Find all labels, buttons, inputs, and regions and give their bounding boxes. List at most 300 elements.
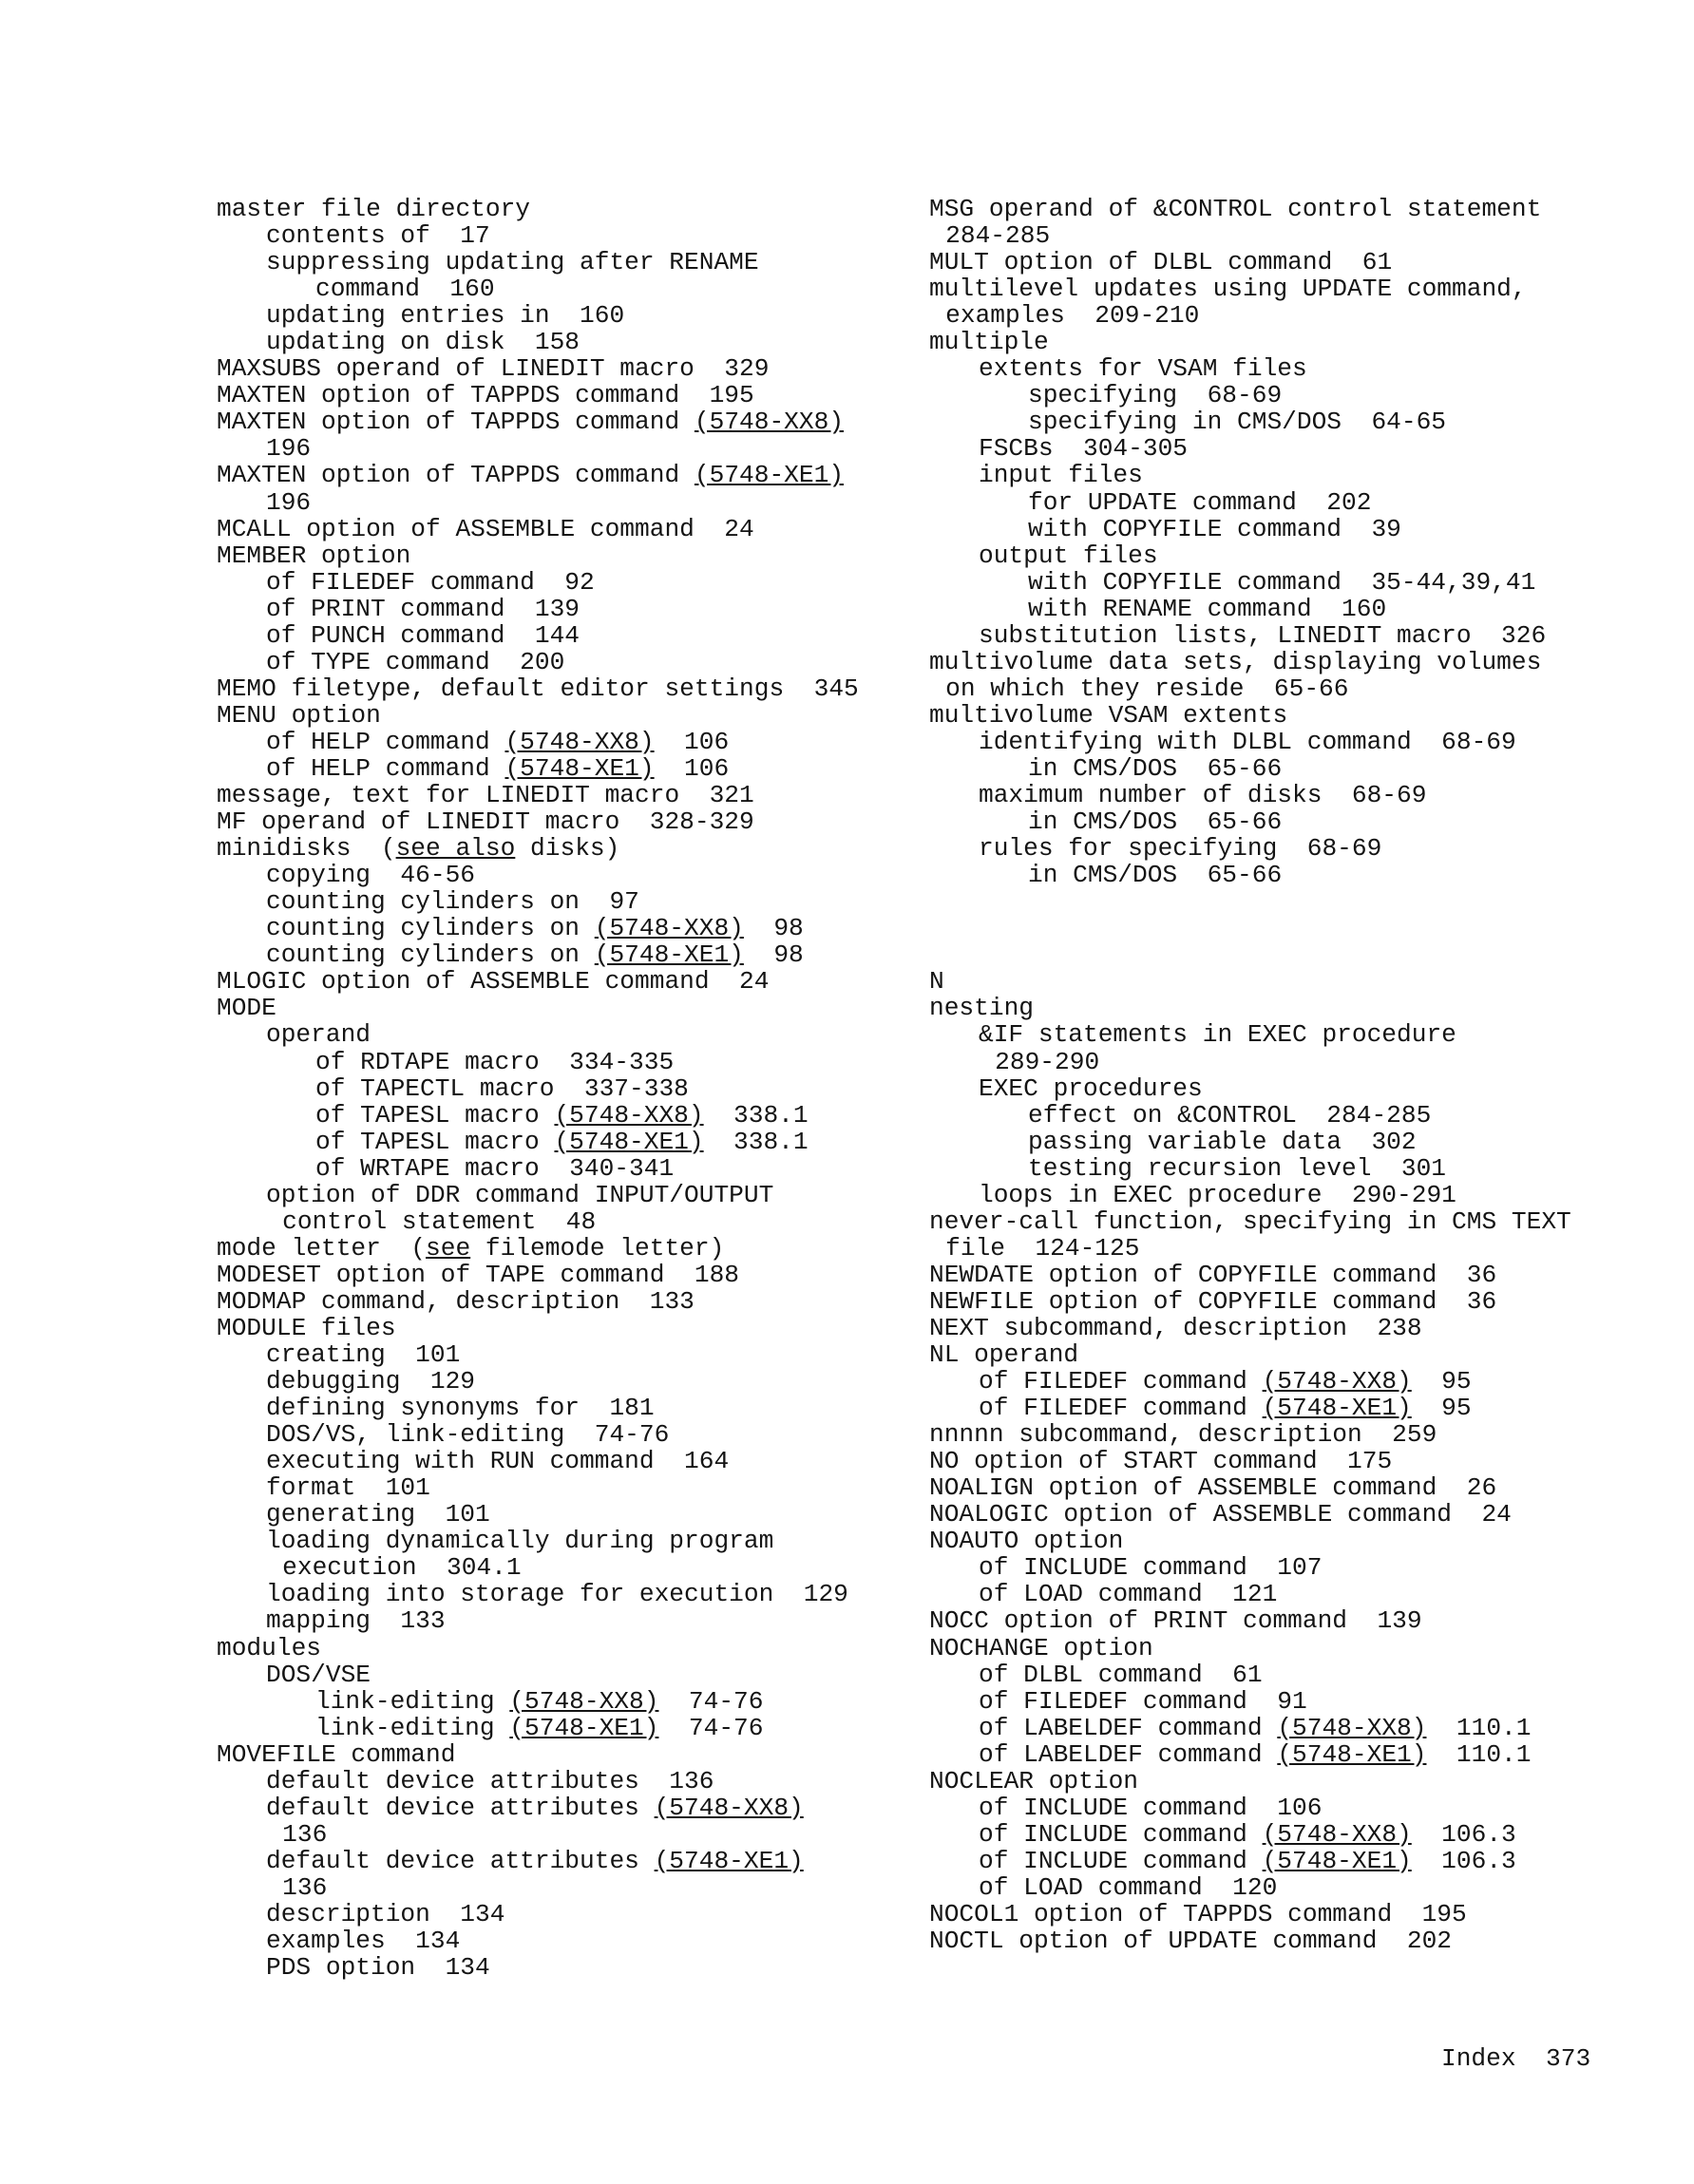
- entry-suffix: 95: [1411, 1394, 1472, 1423]
- index-entry: [929, 1288, 1613, 1315]
- entry-text: file 124-125: [945, 1233, 1140, 1263]
- index-entry: [929, 1421, 1613, 1448]
- index-entry: [929, 435, 1613, 462]
- entry-text: executing with RUN command 164: [266, 1447, 730, 1476]
- footer-label: Index: [1441, 2044, 1516, 2073]
- entry-text: contents of 17: [266, 221, 490, 251]
- entry-text: NOCOL1 option of TAPPDS command 195: [929, 1900, 1467, 1928]
- entry-text: counting cylinders on: [266, 914, 595, 943]
- index-entry: [217, 675, 901, 702]
- index-entry: [929, 1102, 1613, 1129]
- entry-text: of TAPESL macro: [315, 1100, 555, 1130]
- entry-text: NL operand: [929, 1340, 1079, 1370]
- index-entry: [929, 382, 1613, 408]
- entry-text: testing recursion level 301: [1028, 1153, 1447, 1183]
- index-entry: [217, 1235, 901, 1262]
- index-entry: [929, 355, 1613, 382]
- index-entry: [929, 462, 1613, 488]
- index-entry: [929, 1182, 1613, 1208]
- entry-text: NEWDATE option of COPYFILE command 36: [929, 1260, 1497, 1289]
- index-entry: [929, 862, 1613, 888]
- entry-underlined-ref: (5748-XX8): [509, 1686, 659, 1716]
- entry-text: with RENAME command 160: [1028, 594, 1387, 623]
- entry-text: maximum number of disks 68-69: [979, 781, 1427, 810]
- index-entry: [217, 275, 901, 302]
- entry-underlined-ref: see also: [395, 834, 516, 864]
- index-entry: [929, 1901, 1613, 1928]
- index-entry: [929, 1129, 1613, 1155]
- index-entry: [217, 729, 901, 755]
- index-entry: [929, 222, 1613, 249]
- index-entry: [929, 1554, 1613, 1581]
- entry-text: default device attributes 136: [266, 1766, 714, 1795]
- index-entry: [929, 1395, 1613, 1421]
- index-entry: [217, 888, 901, 915]
- index-entry: [217, 1262, 901, 1288]
- index-entry: [217, 1715, 901, 1741]
- entry-text: of INCLUDE command 106: [979, 1793, 1323, 1822]
- entry-underlined-ref: (5748-XX8): [504, 727, 655, 756]
- index-entry: [217, 835, 901, 862]
- entry-text: link-editing: [315, 1713, 510, 1742]
- index-entry: [217, 995, 901, 1021]
- index-entry: [217, 1688, 901, 1715]
- entry-text: MODESET option of TAPE command 188: [217, 1260, 740, 1289]
- entry-underlined-ref: (5748-XX8): [1262, 1367, 1412, 1396]
- index-entry: [929, 1768, 1613, 1795]
- entry-text: suppressing updating after RENAME: [266, 248, 759, 277]
- entry-text: of PUNCH command 144: [266, 620, 581, 650]
- entry-text: MODMAP command, description 133: [217, 1286, 695, 1316]
- entry-suffix: 110.1: [1426, 1739, 1532, 1769]
- index-entry: [217, 196, 901, 222]
- entry-text: of TAPECTL macro 337-338: [315, 1073, 689, 1103]
- index-entry: [929, 1235, 1613, 1262]
- index-entry: [929, 302, 1613, 329]
- entry-text: format 101: [266, 1473, 430, 1503]
- index-entry: [217, 596, 901, 622]
- index-entry: [217, 1848, 901, 1874]
- index-entry: [217, 1928, 901, 1954]
- entry-underlined-ref: (5748-XE1): [554, 1127, 704, 1156]
- entry-text: MEMBER option: [217, 541, 411, 570]
- entry-text: loops in EXEC procedure 290-291: [979, 1180, 1456, 1209]
- index-entry: [217, 302, 901, 329]
- index-entry: [929, 196, 1613, 222]
- entry-text: updating entries in 160: [266, 301, 625, 331]
- entry-text: default device attributes: [266, 1793, 655, 1822]
- entry-text: for UPDATE command 202: [1028, 487, 1372, 517]
- entry-underlined-ref: (5748-XE1): [504, 753, 655, 783]
- entry-text: generating 101: [266, 1500, 490, 1529]
- index-entry: [217, 1581, 901, 1607]
- entry-text: NOCC option of PRINT command 139: [929, 1606, 1422, 1636]
- entry-text: EXEC procedures: [979, 1073, 1203, 1103]
- entry-text: NOCHANGE option: [929, 1633, 1153, 1662]
- index-entry: [217, 1901, 901, 1928]
- entry-text: of TYPE command 200: [266, 647, 565, 676]
- entry-text: 136: [282, 1819, 328, 1849]
- entry-suffix: 106.3: [1411, 1846, 1516, 1875]
- index-entry: [217, 1662, 901, 1688]
- index-entry: [929, 1607, 1613, 1634]
- index-entry: [217, 808, 901, 835]
- entry-text: MF operand of LINEDIT macro 328-329: [217, 807, 754, 837]
- entry-text: PDS option 134: [266, 1953, 490, 1983]
- index-entry: [929, 275, 1613, 302]
- entry-text: of FILEDEF command 91: [979, 1686, 1307, 1716]
- index-entry: [217, 222, 901, 249]
- index-entry: [217, 755, 901, 782]
- entry-text: option of DDR command INPUT/OUTPUT: [266, 1180, 774, 1209]
- index-entry: [217, 1954, 901, 1981]
- entry-text: passing variable data 302: [1028, 1127, 1417, 1156]
- index-entry: [217, 382, 901, 408]
- index-entry: [217, 1474, 901, 1501]
- index-entry: [217, 702, 901, 729]
- entry-text: output files: [979, 541, 1158, 570]
- entry-suffix: 110.1: [1426, 1713, 1532, 1742]
- entry-text: 196: [266, 487, 312, 517]
- entry-text: MODULE files: [217, 1313, 396, 1342]
- entry-suffix: 74-76: [658, 1686, 764, 1716]
- index-entry: [929, 1208, 1613, 1235]
- index-entry: [217, 941, 901, 968]
- entry-text: counting cylinders on 97: [266, 887, 639, 917]
- entry-text: loading into storage for execution 129: [266, 1580, 848, 1609]
- entry-underlined-ref: (5748-XE1): [1262, 1394, 1412, 1423]
- entry-text: minidisks (: [217, 834, 396, 864]
- entry-underlined-ref: (5748-XX8): [554, 1100, 704, 1130]
- index-entry: [217, 1528, 901, 1554]
- entry-text: specifying in CMS/DOS 64-65: [1028, 408, 1447, 437]
- index-entry: [217, 1768, 901, 1795]
- index-entry: [929, 1821, 1613, 1848]
- index-entry: [929, 1368, 1613, 1395]
- index-entry: [929, 1049, 1613, 1075]
- index-entry: [929, 1315, 1613, 1341]
- entry-text: NOCLEAR option: [929, 1766, 1139, 1795]
- index-entry: [929, 835, 1613, 862]
- index-entry: [217, 1208, 901, 1235]
- index-entry: [217, 489, 901, 516]
- entry-text: updating on disk 158: [266, 328, 581, 357]
- entry-text: DOS/VSE: [266, 1660, 371, 1689]
- entry-underlined-ref: (5748-XE1): [1262, 1846, 1412, 1875]
- entry-text: of LOAD command 120: [979, 1872, 1278, 1902]
- entry-text: MAXTEN option of TAPPDS command: [217, 408, 695, 437]
- entry-text: never-call function, specifying in CMS TEXT: [929, 1206, 1571, 1236]
- entry-text: 289-290: [995, 1047, 1100, 1076]
- index-entry: [929, 1075, 1613, 1102]
- index-entry: [929, 729, 1613, 755]
- entry-text: of INCLUDE command: [979, 1846, 1263, 1875]
- entry-text: operand: [266, 1020, 371, 1050]
- entry-underlined-ref: (5748-XE1): [694, 461, 845, 490]
- index-entry: [929, 1341, 1613, 1368]
- entry-text: master file directory: [217, 195, 531, 223]
- entry-text: multilevel updates using UPDATE command,: [929, 275, 1527, 304]
- entry-suffix: filemode letter): [470, 1233, 725, 1263]
- index-entry: [217, 649, 901, 675]
- entry-suffix: 338.1: [703, 1127, 809, 1156]
- index-entry: [929, 596, 1613, 622]
- index-entry: [217, 1049, 901, 1075]
- index-entry: [217, 569, 901, 596]
- index-entry: [929, 1581, 1613, 1607]
- index-entry: [217, 1821, 901, 1848]
- index-entry: [929, 329, 1613, 355]
- index-entry: [929, 1155, 1613, 1182]
- entry-text: of INCLUDE command 107: [979, 1553, 1323, 1583]
- index-entry: [929, 489, 1613, 516]
- entry-text: 284-285: [945, 221, 1051, 251]
- entry-text: description 134: [266, 1900, 505, 1928]
- index-entry: [929, 1795, 1613, 1821]
- index-entry: [929, 1448, 1613, 1474]
- entry-text: of LABELDEF command: [979, 1713, 1278, 1742]
- index-entry: [929, 995, 1613, 1021]
- entry-suffix: 338.1: [703, 1100, 809, 1130]
- entry-text: NOALIGN option of ASSEMBLE command 26: [929, 1473, 1497, 1503]
- index-entry: [929, 1021, 1613, 1048]
- entry-text: modules: [217, 1633, 322, 1662]
- index-column-left: [217, 196, 901, 1981]
- entry-text: MENU option: [217, 700, 381, 730]
- index-entry: [217, 968, 901, 995]
- entry-underlined-ref: (5748-XX8): [1262, 1819, 1412, 1849]
- index-entry: [929, 569, 1613, 596]
- entry-suffix: 95: [1411, 1367, 1472, 1396]
- index-entry: [217, 435, 901, 462]
- index-entry: [929, 782, 1613, 808]
- entry-text: NOCTL option of UPDATE command 202: [929, 1927, 1453, 1956]
- entry-text: multivolume VSAM extents: [929, 700, 1288, 730]
- index-entry: [929, 622, 1613, 649]
- entry-underlined-ref: (5748-XE1): [594, 940, 744, 970]
- entry-text: mapping 133: [266, 1606, 446, 1636]
- entry-text: in CMS/DOS 65-66: [1028, 861, 1283, 890]
- entry-text: NOAUTO option: [929, 1527, 1124, 1556]
- entry-suffix: 106.3: [1411, 1819, 1516, 1849]
- index-entry: [217, 915, 901, 941]
- entry-text: nnnnn subcommand, description 259: [929, 1420, 1437, 1450]
- index-entry: [217, 782, 901, 808]
- entry-text: of LABELDEF command: [979, 1739, 1278, 1769]
- entry-text: of FILEDEF command 92: [266, 567, 595, 597]
- entry-underlined-ref: (5748-XX8): [694, 408, 845, 437]
- entry-text: with COPYFILE command 35-44,39,41: [1028, 567, 1536, 597]
- entry-underlined-ref: (5748-XX8): [594, 914, 744, 943]
- page-footer: [1441, 2044, 1590, 2073]
- entry-text: mode letter (: [217, 1233, 427, 1263]
- entry-text: of TAPESL macro: [315, 1127, 555, 1156]
- entry-text: input files: [979, 461, 1143, 490]
- entry-text: rules for specifying 68-69: [979, 834, 1382, 864]
- entry-text: multiple: [929, 328, 1049, 357]
- index-entry: [217, 1607, 901, 1634]
- index-entry: [217, 1448, 901, 1474]
- entry-text: MULT option of DLBL command 61: [929, 248, 1393, 277]
- entry-suffix: 74-76: [658, 1713, 764, 1742]
- index-entry: [217, 1368, 901, 1395]
- entry-text: counting cylinders on: [266, 940, 595, 970]
- index-entry: [217, 1315, 901, 1341]
- index-entry: [217, 1421, 901, 1448]
- index-column-right: [929, 196, 1613, 1954]
- entry-text: with COPYFILE command 39: [1028, 514, 1401, 543]
- index-entry: [217, 329, 901, 355]
- index-entry: [929, 1928, 1613, 1954]
- index-entry: [929, 1741, 1613, 1768]
- entry-text: of HELP command: [266, 753, 505, 783]
- entry-text: debugging 129: [266, 1367, 476, 1396]
- index-entry: [217, 1554, 901, 1581]
- entry-suffix: disks): [515, 834, 620, 864]
- entry-suffix: 106: [654, 753, 730, 783]
- entry-text: FSCBs 304-305: [979, 434, 1189, 464]
- index-entry: [929, 808, 1613, 835]
- entry-text: 196: [266, 434, 312, 464]
- entry-suffix: 98: [743, 914, 804, 943]
- entry-text: loading dynamically during program: [266, 1527, 774, 1556]
- entry-text: on which they reside 65-66: [945, 674, 1349, 703]
- index-entry: [929, 516, 1613, 542]
- index-entry: [217, 1795, 901, 1821]
- index-entry: [217, 1741, 901, 1768]
- entry-text: MAXSUBS operand of LINEDIT macro 329: [217, 354, 770, 384]
- entry-text: MOVEFILE command: [217, 1739, 456, 1769]
- entry-text: MSG operand of &CONTROL control statement: [929, 195, 1542, 223]
- entry-text: command 160: [315, 275, 495, 304]
- entry-text: MCALL option of ASSEMBLE command 24: [217, 514, 754, 543]
- entry-text: MAXTEN option of TAPPDS command: [217, 461, 695, 490]
- entry-text: in CMS/DOS 65-66: [1028, 753, 1283, 783]
- index-entry: [217, 1874, 901, 1901]
- index-entry: [217, 1288, 901, 1315]
- index-entry: [217, 355, 901, 382]
- index-entry: [929, 1874, 1613, 1901]
- entry-text: of RDTAPE macro 334-335: [315, 1047, 675, 1076]
- entry-text: default device attributes: [266, 1846, 655, 1875]
- entry-underlined-ref: (5748-XE1): [509, 1713, 659, 1742]
- entry-underlined-ref: (5748-XE1): [654, 1846, 804, 1875]
- entry-text: MLOGIC option of ASSEMBLE command 24: [217, 967, 770, 997]
- index-entry: [929, 1635, 1613, 1662]
- index-entry: [217, 862, 901, 888]
- entry-text: in CMS/DOS 65-66: [1028, 807, 1283, 837]
- entry-text: multivolume data sets, displaying volumes: [929, 647, 1542, 676]
- index-entry: [929, 1501, 1613, 1528]
- entry-text: MODE: [217, 994, 276, 1023]
- entry-text: link-editing: [315, 1686, 510, 1716]
- entry-text: of PRINT command 139: [266, 594, 581, 623]
- entry-text: NEXT subcommand, description 238: [929, 1313, 1422, 1342]
- entry-underlined-ref: (5748-XX8): [654, 1793, 804, 1822]
- index-entry: [217, 1182, 901, 1208]
- entry-text: identifying with DLBL command 68-69: [979, 727, 1516, 756]
- index-entry: [929, 1715, 1613, 1741]
- index-entry: [929, 249, 1613, 275]
- entry-text: of FILEDEF command: [979, 1367, 1263, 1396]
- entry-text: of WRTAPE macro 340-341: [315, 1153, 675, 1183]
- entry-text: of FILEDEF command: [979, 1394, 1263, 1423]
- index-entry: [217, 516, 901, 542]
- index-entry: [217, 1341, 901, 1368]
- index-entry: [929, 542, 1613, 569]
- entry-text: message, text for LINEDIT macro 321: [217, 781, 754, 810]
- entry-text: extents for VSAM files: [979, 354, 1307, 384]
- entry-underlined-ref: see: [426, 1233, 471, 1263]
- index-entry: [217, 1635, 901, 1662]
- entry-text: of INCLUDE command: [979, 1819, 1263, 1849]
- page-number: 373: [1546, 2044, 1591, 2073]
- entry-text: creating 101: [266, 1340, 461, 1370]
- entry-underlined-ref: (5748-XX8): [1277, 1713, 1427, 1742]
- entry-text: MEMO filetype, default editor settings 345: [217, 674, 859, 703]
- index-entry: [217, 408, 901, 435]
- entry-text: examples 134: [266, 1927, 461, 1956]
- entry-text: execution 304.1: [282, 1553, 522, 1583]
- entry-text: DOS/VS, link-editing 74-76: [266, 1420, 670, 1450]
- entry-text: nesting: [929, 994, 1035, 1023]
- entry-text: NO option of START command 175: [929, 1447, 1393, 1476]
- index-entry: [217, 1021, 901, 1048]
- entry-text: N: [929, 967, 944, 997]
- index-entry: [217, 542, 901, 569]
- entry-text: copying 46-56: [266, 861, 476, 890]
- index-entry: [217, 1075, 901, 1102]
- entry-text: substitution lists, LINEDIT macro 326: [979, 620, 1547, 650]
- entry-text: effect on &CONTROL 284-285: [1028, 1100, 1432, 1130]
- index-entry: [929, 408, 1613, 435]
- entry-text: control statement 48: [282, 1206, 597, 1236]
- entry-text: 136: [282, 1872, 328, 1902]
- entry-text: of LOAD command 121: [979, 1580, 1278, 1609]
- index-entry: [929, 1688, 1613, 1715]
- entry-text: specifying 68-69: [1028, 381, 1283, 410]
- entry-text: NEWFILE option of COPYFILE command 36: [929, 1286, 1497, 1316]
- index-entry: [217, 1102, 901, 1129]
- index-entry: [929, 755, 1613, 782]
- entry-text: defining synonyms for 181: [266, 1394, 655, 1423]
- index-entry: [929, 702, 1613, 729]
- entry-text: NOALOGIC option of ASSEMBLE command 24: [929, 1500, 1512, 1529]
- index-entry: [217, 462, 901, 488]
- entry-text: of HELP command: [266, 727, 505, 756]
- index-entry: [217, 249, 901, 275]
- index-entry: [217, 1155, 901, 1182]
- entry-suffix: 98: [743, 940, 804, 970]
- index-entry: [929, 675, 1613, 702]
- index-entry: [929, 1662, 1613, 1688]
- index-entry: [217, 1501, 901, 1528]
- index-entry: [217, 1129, 901, 1155]
- index-entry: [929, 1848, 1613, 1874]
- index-entry: [929, 968, 1613, 995]
- entry-suffix: 106: [654, 727, 730, 756]
- index-entry: [217, 622, 901, 649]
- entry-text: MAXTEN option of TAPPDS command 195: [217, 381, 754, 410]
- entry-text: examples 209-210: [945, 301, 1200, 331]
- index-entry: [929, 1474, 1613, 1501]
- index-entry: [929, 1262, 1613, 1288]
- index-entry: [929, 1528, 1613, 1554]
- index-entry: [217, 1395, 901, 1421]
- entry-underlined-ref: (5748-XE1): [1277, 1739, 1427, 1769]
- index-entry: [929, 649, 1613, 675]
- entry-text: &IF statements in EXEC procedure: [979, 1020, 1456, 1050]
